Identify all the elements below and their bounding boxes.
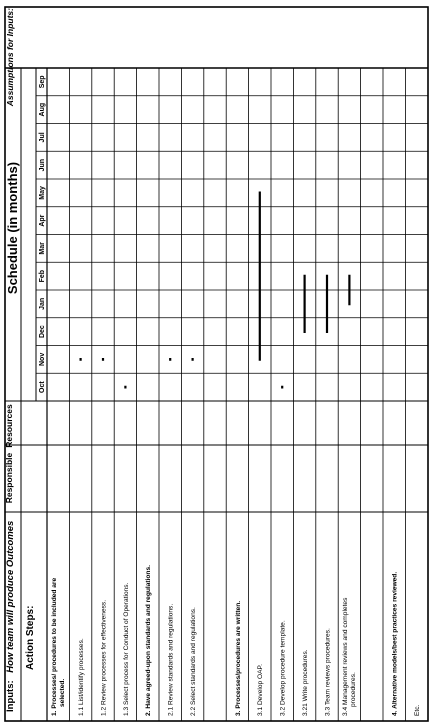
action-step-text: 1.2 Review processes for effectiveness. bbox=[100, 599, 108, 716]
action-step-text: Etc. bbox=[414, 704, 421, 716]
inputs-title bbox=[5, 521, 16, 712]
table-row bbox=[414, 704, 421, 716]
table-row bbox=[78, 638, 85, 716]
action-step-text: 1. Processes/ procedures to be included are bbox=[51, 577, 58, 716]
action-step-text: 3.1 Develop OAP. bbox=[257, 664, 265, 716]
month-label: Mar bbox=[39, 242, 46, 255]
responsible-column-header: Responsible bbox=[4, 452, 14, 504]
table-row bbox=[392, 572, 399, 716]
action-step-text: 3.3 Team reviews procedures. bbox=[324, 628, 332, 716]
action-step-text: selected. bbox=[59, 678, 66, 707]
action-steps-label: Action Steps: bbox=[25, 605, 36, 670]
month-label: Oct bbox=[39, 381, 46, 393]
table-row bbox=[235, 601, 242, 716]
resources-column-header: Resources bbox=[4, 404, 14, 448]
month-label: Feb bbox=[39, 269, 46, 283]
month-label: Sep bbox=[39, 75, 46, 89]
table-row bbox=[123, 582, 130, 716]
month-label: Jun bbox=[39, 158, 46, 172]
grid-lines bbox=[5, 7, 428, 721]
month-label: Apr bbox=[39, 214, 46, 227]
action-step-text: 3. Processes/procedures are written. bbox=[234, 600, 242, 716]
table-row bbox=[280, 620, 287, 716]
table-row bbox=[168, 604, 175, 716]
table-row bbox=[145, 565, 152, 716]
outer-border bbox=[5, 7, 428, 721]
action-step-text: 3.4 Management reviews and completes bbox=[342, 597, 350, 716]
action-step-text: 1.3 Select process for Conduct of Operations. bbox=[122, 582, 130, 716]
table-header bbox=[4, 8, 36, 712]
schedule-header: Schedule (in months) bbox=[5, 161, 20, 295]
inputs-label: Inputs: bbox=[5, 680, 16, 712]
action-step-rows bbox=[51, 565, 421, 716]
action-step-text: 2. Have agreed-upon standards and regulations. bbox=[145, 565, 153, 716]
table-row bbox=[324, 628, 331, 716]
month-label: Jul bbox=[39, 132, 46, 143]
table-row bbox=[100, 600, 107, 716]
month-label: Jan bbox=[39, 297, 46, 310]
table-row bbox=[342, 597, 357, 716]
month-label: May bbox=[39, 186, 46, 200]
table-row bbox=[190, 607, 197, 716]
action-step-text: 3.2 Develop procedure template. bbox=[279, 620, 287, 716]
action-step-text: 2.2 Select standards and regulations. bbox=[190, 607, 197, 716]
table-row bbox=[302, 649, 309, 716]
action-step-text: 1.1 List/identify processes. bbox=[78, 638, 85, 716]
month-label: Nov bbox=[39, 352, 46, 366]
action-step-text: procedures. bbox=[350, 672, 358, 707]
table-row bbox=[257, 664, 264, 716]
inputs-text: How team will produce Outcomes bbox=[5, 520, 16, 673]
action-step-text: 2.1 Review standards and regulations. bbox=[167, 603, 175, 716]
month-label: Dec bbox=[39, 325, 46, 339]
action-step-text: 4. Alternative models/best practices reviewed. bbox=[391, 571, 399, 716]
table-row bbox=[51, 578, 66, 716]
month-label: Aug bbox=[39, 102, 46, 117]
assumptions-header: Assumptions for Inputs: bbox=[5, 8, 15, 107]
action-step-text: 3.21 Write procedures. bbox=[302, 649, 309, 716]
